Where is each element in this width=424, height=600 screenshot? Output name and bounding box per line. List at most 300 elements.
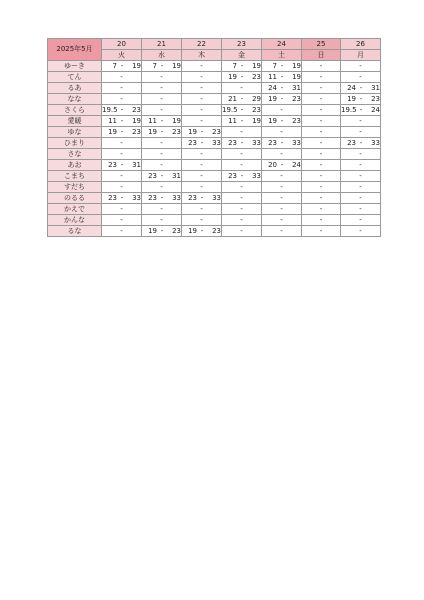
shift-end: 33 — [371, 138, 380, 147]
staff-name: かんな — [48, 215, 102, 226]
shift-end: 23 — [212, 127, 221, 136]
range-separator: - — [280, 138, 284, 147]
empty-mark: - — [160, 138, 163, 147]
empty-mark: - — [280, 171, 283, 180]
shift-cell — [341, 61, 381, 72]
range-separator: - — [120, 61, 124, 70]
empty-mark: - — [359, 193, 362, 202]
shift-cell — [262, 215, 302, 226]
shift-cell — [302, 105, 341, 116]
shift-cell — [102, 116, 142, 127]
staff-name: のるる — [48, 193, 102, 204]
weekday-21: 水 — [142, 50, 182, 61]
shift-end: 33 — [212, 193, 221, 202]
shift-cell — [302, 160, 341, 171]
date-26: 26 — [341, 39, 381, 50]
empty-mark: - — [120, 83, 123, 92]
empty-mark: - — [319, 171, 323, 180]
staff-name: ゆーき — [48, 61, 102, 72]
shift-cell — [102, 94, 142, 105]
table-row — [48, 182, 381, 193]
range-separator: - — [240, 116, 244, 125]
empty-mark: - — [240, 215, 243, 224]
table-row — [48, 94, 381, 105]
shift-end: 19 — [172, 116, 181, 125]
shift-end: 33 — [132, 193, 141, 202]
staff-name: なな — [48, 94, 102, 105]
empty-mark: - — [319, 127, 323, 136]
range-separator: - — [240, 105, 244, 114]
staff-name: ゆな — [48, 127, 102, 138]
empty-mark: - — [319, 193, 323, 202]
empty-mark: - — [160, 182, 163, 191]
shift-cell — [102, 149, 142, 160]
shift-start: 11 — [148, 116, 157, 125]
range-separator: - — [280, 61, 284, 70]
shift-cell — [302, 94, 341, 105]
shift-cell — [102, 215, 142, 226]
weekday-26: 月 — [341, 50, 381, 61]
staff-name: てん — [48, 72, 102, 83]
shift-cell — [182, 83, 222, 94]
empty-mark: - — [359, 204, 362, 213]
shift-start: 24 — [268, 83, 277, 92]
empty-mark: - — [319, 204, 323, 213]
shift-start: 19 — [347, 94, 356, 103]
empty-mark: - — [120, 72, 123, 81]
empty-mark: - — [200, 61, 203, 70]
shift-start: 23 — [188, 138, 197, 147]
empty-mark: - — [160, 83, 163, 92]
shift-cell — [222, 171, 262, 182]
shift-cell — [222, 204, 262, 215]
range-separator: - — [200, 127, 204, 136]
empty-mark: - — [120, 215, 123, 224]
empty-mark: - — [359, 182, 362, 191]
date-25: 25 — [302, 39, 341, 50]
empty-mark: - — [200, 182, 203, 191]
weekday-24: 土 — [262, 50, 302, 61]
shift-start: 23 — [148, 193, 157, 202]
shift-cell — [222, 160, 262, 171]
empty-mark: - — [240, 83, 243, 92]
shift-start: 23 — [228, 171, 237, 180]
shift-cell — [102, 171, 142, 182]
range-separator: - — [160, 116, 164, 125]
empty-mark: - — [359, 72, 362, 81]
shift-cell — [182, 116, 222, 127]
shift-cell — [142, 94, 182, 105]
empty-mark: - — [280, 226, 283, 235]
range-separator: - — [359, 138, 363, 147]
range-separator: - — [240, 138, 244, 147]
shift-cell — [222, 94, 262, 105]
shift-cell — [341, 94, 381, 105]
shift-cell — [222, 138, 262, 149]
shift-cell — [302, 127, 341, 138]
table-row — [48, 83, 381, 94]
range-separator: - — [240, 94, 244, 103]
range-separator: - — [359, 105, 363, 114]
empty-mark: - — [280, 215, 283, 224]
staff-name: こまち — [48, 171, 102, 182]
shift-cell — [262, 116, 302, 127]
shift-start: 23 — [268, 138, 277, 147]
shift-cell — [222, 193, 262, 204]
range-separator: - — [120, 127, 124, 136]
range-separator: - — [280, 94, 284, 103]
shift-cell — [182, 171, 222, 182]
shift-end: 23 — [172, 226, 181, 235]
table-row — [48, 215, 381, 226]
range-separator: - — [160, 226, 164, 235]
shift-cell — [262, 182, 302, 193]
shift-cell — [302, 116, 341, 127]
table-row — [48, 193, 381, 204]
empty-mark: - — [319, 83, 323, 92]
range-separator: - — [160, 171, 164, 180]
shift-cell — [341, 116, 381, 127]
empty-mark: - — [319, 94, 323, 103]
empty-mark: - — [319, 226, 323, 235]
shift-end: 23 — [172, 127, 181, 136]
shift-start: 23 — [108, 160, 117, 169]
shift-cell — [222, 127, 262, 138]
shift-end: 33 — [252, 171, 261, 180]
shift-cell — [222, 83, 262, 94]
shift-cell — [302, 204, 341, 215]
shift-cell — [302, 83, 341, 94]
empty-mark: - — [319, 182, 323, 191]
empty-mark: - — [160, 72, 163, 81]
shift-cell — [302, 149, 341, 160]
date-23: 23 — [222, 39, 262, 50]
shift-cell — [142, 138, 182, 149]
shift-cell — [142, 127, 182, 138]
weekday-20: 火 — [102, 50, 142, 61]
shift-end: 31 — [132, 160, 141, 169]
empty-mark: - — [319, 149, 323, 158]
shift-start: 19 — [188, 127, 197, 136]
shift-end: 33 — [172, 193, 181, 202]
shift-cell — [262, 94, 302, 105]
shift-cell — [262, 83, 302, 94]
shift-cell — [102, 182, 142, 193]
empty-mark: - — [359, 171, 362, 180]
shift-end: 19 — [172, 61, 181, 70]
shift-end: 19 — [132, 61, 141, 70]
shift-cell — [102, 193, 142, 204]
shift-cell — [341, 127, 381, 138]
shift-cell — [341, 105, 381, 116]
empty-mark: - — [319, 215, 323, 224]
empty-mark: - — [200, 171, 203, 180]
shift-cell — [222, 105, 262, 116]
shift-cell — [262, 105, 302, 116]
staff-name: あお — [48, 160, 102, 171]
shift-cell — [341, 149, 381, 160]
empty-mark: - — [319, 138, 323, 147]
shift-cell — [142, 182, 182, 193]
empty-mark: - — [319, 72, 323, 81]
shift-end: 31 — [292, 83, 301, 92]
shift-start: 19 — [268, 94, 277, 103]
shift-cell — [222, 149, 262, 160]
empty-mark: - — [319, 116, 323, 125]
shift-start: 23 — [188, 193, 197, 202]
empty-mark: - — [359, 226, 362, 235]
empty-mark: - — [240, 160, 243, 169]
shift-start: 23 — [108, 193, 117, 202]
range-separator: - — [160, 127, 164, 136]
shift-start: 19.5 — [102, 105, 118, 114]
empty-mark: - — [200, 72, 203, 81]
table-row — [48, 226, 381, 237]
shift-cell — [262, 61, 302, 72]
weekday-23: 金 — [222, 50, 262, 61]
empty-mark: - — [200, 83, 203, 92]
shift-start: 19 — [268, 116, 277, 125]
empty-mark: - — [120, 171, 123, 180]
empty-mark: - — [280, 204, 283, 213]
empty-mark: - — [160, 160, 163, 169]
empty-mark: - — [240, 226, 243, 235]
shift-end: 19 — [292, 61, 301, 70]
table-row — [48, 116, 381, 127]
range-separator: - — [280, 72, 284, 81]
range-separator: - — [359, 83, 363, 92]
shift-cell — [302, 61, 341, 72]
shift-cell — [102, 127, 142, 138]
empty-mark: - — [240, 182, 243, 191]
staff-name: かえで — [48, 204, 102, 215]
shift-end: 19 — [132, 116, 141, 125]
shift-end: 19 — [252, 116, 261, 125]
shift-cell — [341, 215, 381, 226]
table-row — [48, 61, 381, 72]
empty-mark: - — [200, 160, 203, 169]
table-row — [48, 72, 381, 83]
empty-mark: - — [319, 61, 323, 70]
shift-cell — [341, 83, 381, 94]
shift-start: 11 — [108, 116, 117, 125]
shift-cell — [341, 138, 381, 149]
range-separator: - — [160, 61, 164, 70]
shift-cell — [182, 105, 222, 116]
table-row — [48, 160, 381, 171]
shift-cell — [222, 116, 262, 127]
shift-cell — [182, 127, 222, 138]
shift-cell — [142, 226, 182, 237]
table-row — [48, 127, 381, 138]
shift-cell — [142, 193, 182, 204]
empty-mark: - — [280, 193, 283, 202]
shift-cell — [341, 72, 381, 83]
empty-mark: - — [359, 61, 362, 70]
empty-mark: - — [280, 149, 283, 158]
shift-cell — [142, 149, 182, 160]
empty-mark: - — [160, 149, 163, 158]
shift-end: 23 — [132, 127, 141, 136]
empty-mark: - — [359, 116, 362, 125]
range-separator: - — [240, 72, 244, 81]
shift-cell — [182, 160, 222, 171]
shift-cell — [182, 204, 222, 215]
shift-cell — [182, 226, 222, 237]
date-21: 21 — [142, 39, 182, 50]
table-row — [48, 204, 381, 215]
range-separator: - — [160, 193, 164, 202]
empty-mark: - — [359, 149, 362, 158]
shift-cell — [262, 138, 302, 149]
staff-name: 愛暖 — [48, 116, 102, 127]
shift-cell — [262, 226, 302, 237]
staff-name: すだち — [48, 182, 102, 193]
shift-start: 19.5 — [341, 105, 357, 114]
staff-name: さな — [48, 149, 102, 160]
shift-cell — [302, 72, 341, 83]
shift-end: 23 — [252, 72, 261, 81]
shift-cell — [102, 204, 142, 215]
shift-start: 7 — [232, 61, 237, 70]
shift-cell — [102, 226, 142, 237]
shift-end: 23 — [292, 94, 301, 103]
shift-cell — [142, 105, 182, 116]
shift-end: 33 — [252, 138, 261, 147]
staff-name: るあ — [48, 83, 102, 94]
empty-mark: - — [160, 204, 163, 213]
table-row — [48, 138, 381, 149]
empty-mark: - — [200, 215, 203, 224]
weekday-22: 木 — [182, 50, 222, 61]
shift-end: 19 — [292, 72, 301, 81]
empty-mark: - — [280, 182, 283, 191]
shift-cell — [182, 149, 222, 160]
shift-start: 7 — [272, 61, 277, 70]
shift-cell — [341, 226, 381, 237]
shift-cell — [102, 61, 142, 72]
shift-start: 11 — [228, 116, 237, 125]
shift-cell — [262, 149, 302, 160]
range-separator: - — [200, 226, 204, 235]
shift-cell — [142, 215, 182, 226]
range-separator: - — [280, 116, 284, 125]
shift-end: 31 — [172, 171, 181, 180]
date-24: 24 — [262, 39, 302, 50]
empty-mark: - — [359, 127, 362, 136]
empty-mark: - — [240, 193, 243, 202]
weekday-25: 日 — [302, 50, 341, 61]
shift-end: 23 — [212, 226, 221, 235]
date-header-row — [48, 39, 381, 50]
shift-cell — [142, 72, 182, 83]
table-row — [48, 149, 381, 160]
empty-mark: - — [120, 149, 123, 158]
empty-mark: - — [160, 215, 163, 224]
table-row — [48, 171, 381, 182]
shift-end: 23 — [371, 94, 380, 103]
shift-start: 20 — [268, 160, 277, 169]
empty-mark: - — [240, 204, 243, 213]
range-separator: - — [240, 171, 244, 180]
empty-mark: - — [319, 160, 323, 169]
empty-mark: - — [200, 149, 203, 158]
shift-cell — [182, 193, 222, 204]
table-row — [48, 105, 381, 116]
shift-cell — [262, 171, 302, 182]
shift-cell — [142, 61, 182, 72]
shift-end: 33 — [292, 138, 301, 147]
staff-name: さくら — [48, 105, 102, 116]
staff-name: ひまり — [48, 138, 102, 149]
range-separator: - — [120, 105, 124, 114]
shift-cell — [142, 116, 182, 127]
shift-start: 19 — [188, 226, 197, 235]
shift-end: 24 — [371, 105, 380, 114]
shift-start: 19 — [228, 72, 237, 81]
shift-start: 23 — [228, 138, 237, 147]
shift-cell — [182, 138, 222, 149]
range-separator: - — [280, 83, 284, 92]
shift-cell — [182, 94, 222, 105]
shift-cell — [182, 72, 222, 83]
shift-start: 23 — [148, 171, 157, 180]
range-separator: - — [120, 160, 124, 169]
empty-mark: - — [200, 105, 203, 114]
range-separator: - — [200, 193, 204, 202]
shift-cell — [222, 72, 262, 83]
range-separator: - — [200, 138, 204, 147]
empty-mark: - — [120, 182, 123, 191]
month-label: 2025年5月 — [48, 39, 102, 61]
shift-cell — [302, 226, 341, 237]
shift-start: 24 — [347, 83, 356, 92]
shift-cell — [262, 193, 302, 204]
shift-cell — [222, 61, 262, 72]
range-separator: - — [120, 193, 124, 202]
shift-cell — [182, 61, 222, 72]
shift-cell — [142, 160, 182, 171]
shift-cell — [302, 182, 341, 193]
empty-mark: - — [120, 138, 123, 147]
shift-cell — [222, 182, 262, 193]
shift-cell — [302, 215, 341, 226]
shift-end: 23 — [292, 116, 301, 125]
shift-cell — [182, 215, 222, 226]
empty-mark: - — [359, 215, 362, 224]
empty-mark: - — [160, 94, 163, 103]
empty-mark: - — [200, 94, 203, 103]
shift-end: 23 — [252, 105, 261, 114]
shift-cell — [102, 138, 142, 149]
shift-cell — [262, 127, 302, 138]
range-separator: - — [240, 61, 244, 70]
shift-cell — [341, 182, 381, 193]
empty-mark: - — [200, 116, 203, 125]
shift-cell — [182, 182, 222, 193]
shift-schedule-table — [47, 38, 381, 237]
shift-start: 23 — [347, 138, 356, 147]
shift-cell — [262, 160, 302, 171]
shift-cell — [302, 193, 341, 204]
shift-start: 19 — [148, 127, 157, 136]
shift-start: 21 — [228, 94, 237, 103]
shift-cell — [102, 105, 142, 116]
empty-mark: - — [240, 149, 243, 158]
shift-end: 29 — [252, 94, 261, 103]
shift-cell — [102, 72, 142, 83]
range-separator: - — [120, 116, 124, 125]
